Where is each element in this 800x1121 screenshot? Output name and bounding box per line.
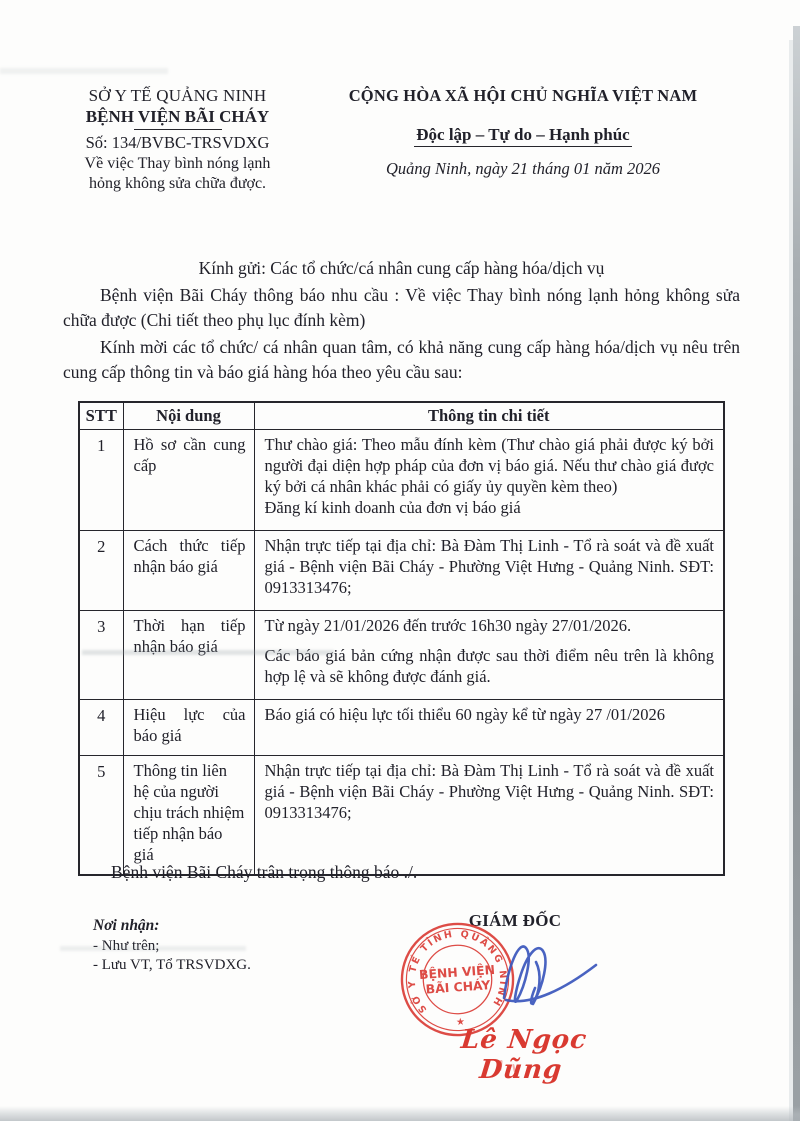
col-header-noidung: Nội dung — [123, 402, 254, 429]
row-detail-text: Thư chào giá: Theo mẫu đính kèm (Thư chào giá phải được ký bởi người đại diện hợp pháp của đơn vị báo giá. Nếu thư chào giá được ký bởi cá nhân khác phải có giấy ủy quyền kèm theo) — [264, 434, 714, 496]
salutation-line: Kính gửi: Các tổ chức/cá nhân cung cấp hàng hóa/dịch vụ — [198, 258, 605, 278]
national-motto: Độc lập – Tự do – Hạnh phúc — [414, 125, 631, 147]
seal-ring-text: SỞ Y TẾ TỈNH QUẢNG NINH — [406, 928, 509, 1015]
row-detail — [254, 755, 724, 875]
signature-scribble — [486, 934, 604, 1014]
row-number: 4 — [79, 699, 123, 755]
col-header-stt: STT — [79, 402, 123, 429]
recipients-label: Nơi nhận: — [93, 917, 160, 934]
document-subject: Về việc Thay bình nóng lạnh hỏng không sửa chữa được. — [84, 155, 271, 192]
parent-agency: SỞ Y TẾ QUẢNG NINH — [88, 86, 267, 105]
signer-title: GIÁM ĐỐC — [468, 911, 562, 930]
scan-smudge — [82, 650, 334, 655]
seal-center-line1: BỆNH VIỆN — [418, 961, 496, 983]
row-detail — [254, 699, 724, 755]
hospital-name: BỆNH VIỆN BÃI CHÁY — [85, 107, 270, 126]
row-detail — [254, 530, 724, 610]
recipient-item: - Như trên; — [93, 938, 160, 954]
quote-info-table — [78, 401, 725, 876]
row-number: 3 — [79, 610, 123, 699]
body-content — [63, 256, 740, 385]
signer-name: Lê Ngọc Dũng — [459, 1025, 589, 1085]
row-label: Thông tin liên hệ của người chịu trách nhiệm tiếp nhận báo giá — [123, 755, 254, 875]
row-detail-text: Nhận trực tiếp tại địa chỉ: Bà Đàm Thị Linh - Tổ rà soát và đề xuất giá - Bệnh viện Bãi Cháy - Phường Việt Hưng - Quảng Ninh. SĐT: 0913313476; — [264, 535, 714, 597]
star-icon: ★ — [455, 1016, 466, 1029]
row-label: Hiệu lực của báo giá — [123, 699, 254, 755]
row-number: 2 — [79, 530, 123, 610]
row-number: 1 — [79, 429, 123, 530]
scan-edge-bottom — [0, 1106, 800, 1121]
row-number: 5 — [79, 755, 123, 875]
place-and-date: Quảng Ninh, ngày 21 tháng 01 năm 2026 — [385, 159, 661, 178]
document-number: Số: 134/BVBC-TRSVDXG — [85, 133, 270, 152]
closing-line: Bệnh viện Bãi Cháy trân trọng thông báo ./. — [111, 862, 418, 882]
seal-center-line2: BÃI CHÁY — [425, 977, 491, 997]
row-label: Cách thức tiếp nhận báo giá — [123, 530, 254, 610]
row-detail-text: Đăng kí kinh doanh của đơn vị báo giá — [264, 497, 521, 517]
row-detail — [254, 429, 724, 530]
row-detail-text: Từ ngày 21/01/2026 đến trước 16h30 ngày 27/01/2026. — [264, 615, 632, 635]
scan-edge-right — [793, 26, 800, 1121]
divider — [134, 129, 222, 130]
scan-smudge — [0, 68, 168, 74]
row-label: Hồ sơ cần cung cấp — [123, 429, 254, 530]
table-row — [79, 699, 724, 755]
row-label: Thời hạn tiếp nhận báo giá — [123, 610, 254, 699]
table-row — [79, 429, 724, 530]
row-detail-text: Các báo giá bản cứng nhận được sau thời điểm nêu trên là không hợp lệ và sẽ không được đánh giá. — [264, 645, 714, 686]
row-detail-text: Nhận trực tiếp tại địa chỉ: Bà Đàm Thị Linh - Tổ rà soát và đề xuất giá - Bệnh viện Bãi Cháy - Phường Việt Hưng - Quảng Ninh. SĐT: 0913313476; — [264, 760, 714, 822]
table-row — [79, 530, 724, 610]
recipient-item: - Lưu VT, Tổ TRSVDXG. — [93, 957, 251, 973]
scan-smudge — [60, 946, 246, 951]
row-detail-text: Báo giá có hiệu lực tối thiểu 60 ngày kể từ ngày 27 /01/2026 — [264, 704, 666, 724]
table-header-row — [79, 402, 724, 429]
table-row — [79, 755, 724, 875]
issuing-agency-block — [55, 86, 300, 194]
paragraph-invitation: Kính mời các tổ chức/ cá nhân quan tâm, có khả năng cung cấp hàng hóa/dịch vụ nêu trên cung cấp thông tin và báo giá hàng hóa theo yêu cầu sau: — [63, 337, 740, 382]
col-header-chitiet: Thông tin chi tiết — [254, 402, 724, 429]
national-title: CỘNG HÒA XÃ HỘI CHỦ NGHĨA VIỆT NAM — [348, 86, 698, 105]
paragraph-announcement: Bệnh viện Bãi Cháy thông báo nhu cầu : Về việc Thay bình nóng lạnh hỏng không sửa chữa được (Chi tiết theo phụ lục đính kèm) — [63, 285, 740, 330]
national-header-block — [322, 86, 724, 179]
